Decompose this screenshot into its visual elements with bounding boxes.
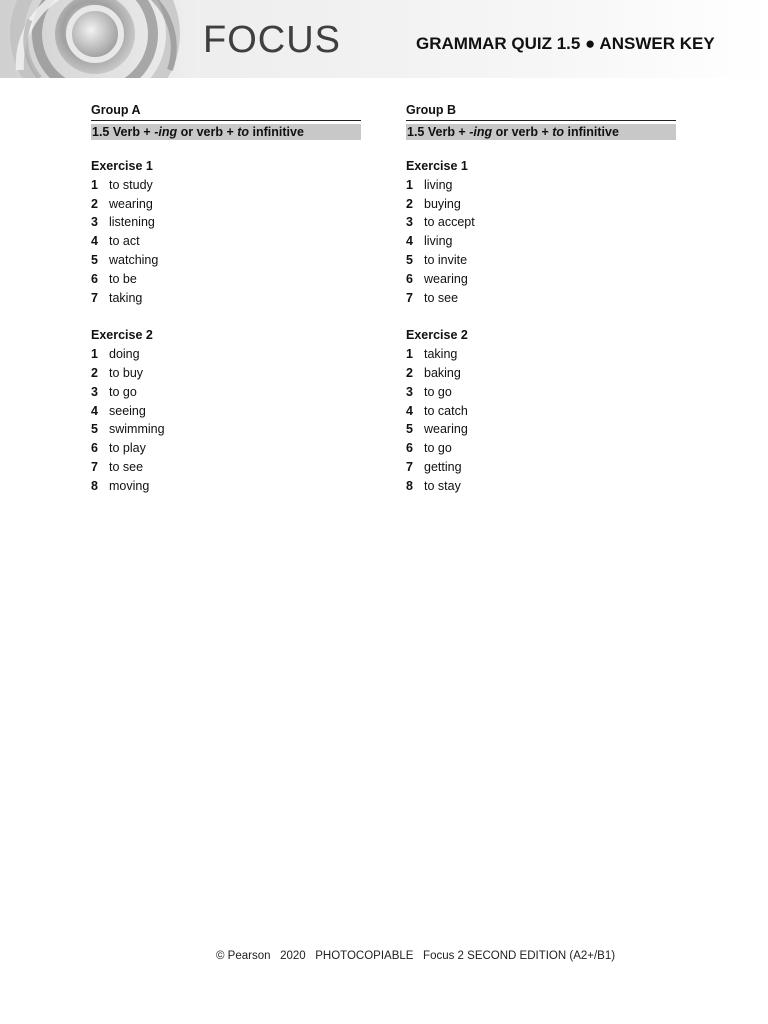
answer-item: 4 to catch [406,403,468,418]
exercise-1 [406,157,676,307]
answer-item: 2 to buy [91,365,144,380]
page-footer: © Pearson 2020 PHOTOCOPIABLE Focus 2 SECOND EDITION (A2+/B1) [216,950,616,962]
exercise-1 [91,157,361,307]
answer-item: 6 wearing [406,271,468,286]
answer-item: 7 getting [406,459,462,474]
answer-item: 7 to see [406,290,459,305]
brand-logo-text: FOCUS [203,19,341,61]
group-b-column [406,102,676,496]
answer-item: 3 to go [91,384,137,399]
answer-item: 2 baking [406,365,461,380]
answer-item: 7 to see [91,459,144,474]
exercise-2 [91,326,361,495]
answer-item: 3 listening [91,215,155,230]
topic-heading: 1.5 Verb + -ing or verb + to infinitive [91,124,361,140]
answer-item: 2 wearing [91,196,153,211]
exercise-title: Exercise 2 [91,328,153,343]
answer-item: 4 living [406,234,453,249]
topic-heading: 1.5 Verb + -ing or verb + to infinitive [406,124,676,140]
answer-item: 8 to stay [406,478,461,493]
group-heading: Group B [406,102,676,121]
answer-item: 6 to be [91,271,137,286]
exercise-title: Exercise 1 [91,159,153,173]
answer-item: 3 to accept [406,215,475,230]
answer-item: 4 seeing [91,403,146,418]
answer-item: 1 taking [406,347,458,362]
document-title: GRAMMAR QUIZ 1.5 ● ANSWER KEY [416,34,715,53]
answer-item: 6 to play [91,441,146,456]
answer-item: 4 to act [91,234,140,249]
answer-item: 3 to go [406,384,452,399]
exercise-title: Exercise 2 [406,328,468,343]
focus-logo-swirl-icon [0,0,200,78]
answer-item: 5 wearing [406,422,468,437]
group-heading: Group A [91,102,361,121]
exercise-2 [406,326,676,495]
answer-item: 5 watching [91,252,159,267]
answer-item: 6 to go [406,441,452,456]
answer-item: 8 moving [91,478,150,493]
answer-item: 2 buying [406,196,461,211]
page-header [0,0,768,78]
answer-item: 7 taking [91,290,143,305]
answer-item: 1 living [406,177,453,192]
answer-item: 1 to study [91,177,153,192]
group-a-column [91,102,361,496]
answer-item: 5 swimming [91,422,165,437]
exercise-title: Exercise 1 [406,159,468,173]
answer-item: 1 doing [91,347,140,362]
answer-item: 5 to invite [406,252,468,267]
